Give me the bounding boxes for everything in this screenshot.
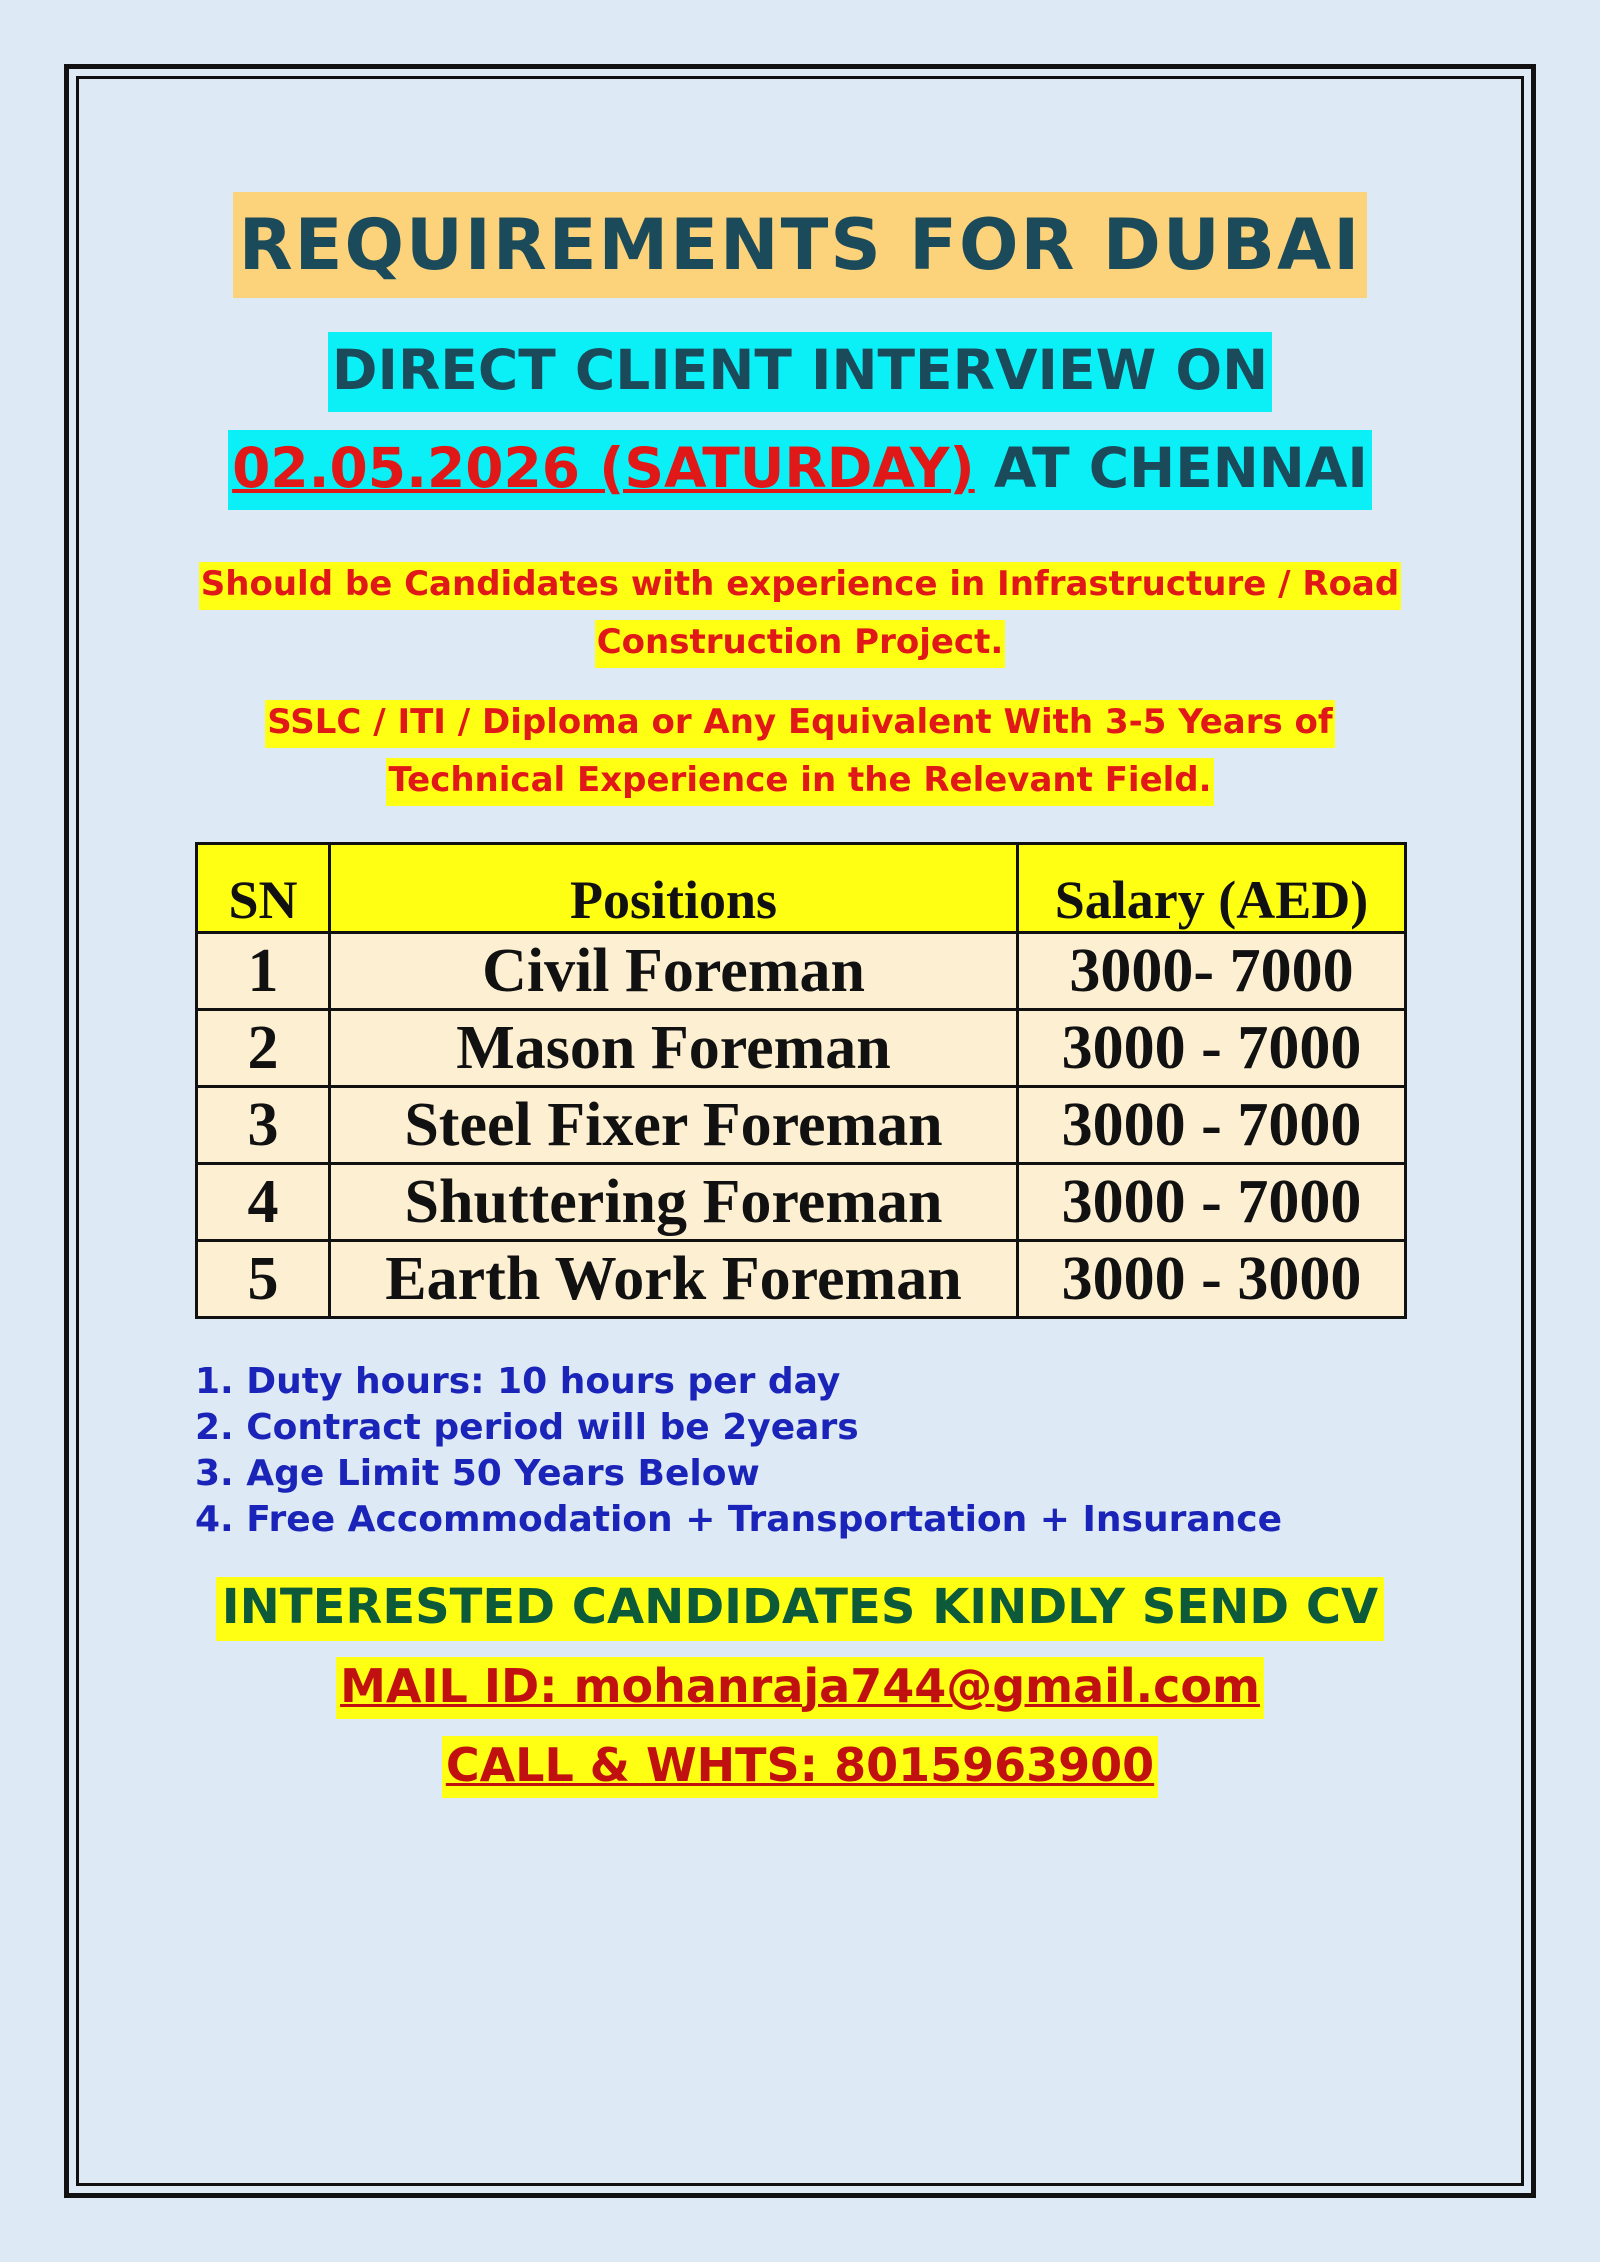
header-positions: Positions [330, 844, 1018, 933]
qualification-line1: SSLC / ITI / Diploma or Any Equivalent With 3-5 Years of [267, 702, 1333, 742]
send-cv-text: INTERESTED CANDIDATES KINDLY SEND CV [216, 1577, 1384, 1641]
list-item: 1. Duty hours: 10 hours per day [195, 1361, 841, 1402]
experience-line1: Should be Candidates with experience in Infrastructure / Road [200, 564, 1400, 604]
cell-sn: 4 [197, 1164, 330, 1241]
cell-position: Mason Foreman [330, 1010, 1018, 1087]
cell-sn: 5 [197, 1241, 330, 1318]
list-item: 4. Free Accommodation + Transportation + Insurance [195, 1499, 1283, 1540]
interview-section [80, 328, 1520, 524]
experience-line2: Construction Project. [596, 622, 1004, 662]
positions-table [195, 842, 1407, 1319]
mail-link[interactable]: MAIL ID: mohanraja744@gmail.com [336, 1657, 1264, 1719]
header-sn: SN [197, 844, 330, 933]
cell-position: Civil Foreman [330, 933, 1018, 1010]
cell-salary: 3000 - 7000 [1018, 1087, 1406, 1164]
page-title: REQUIREMENTS FOR DUBAI [233, 192, 1368, 298]
cell-salary: 3000 - 3000 [1018, 1241, 1406, 1318]
cell-sn: 3 [197, 1087, 330, 1164]
interview-announcement [228, 332, 1372, 510]
cell-salary: 3000- 7000 [1018, 933, 1406, 1010]
experience-text [199, 562, 1401, 668]
experience-requirement [80, 558, 1520, 674]
cell-position: Shuttering Foreman [330, 1164, 1018, 1241]
conditions-list [195, 1359, 1520, 1543]
phone-link[interactable]: CALL & WHTS: 8015963900 [442, 1736, 1158, 1798]
cell-position: Earth Work Foreman [330, 1241, 1018, 1318]
table-row [197, 1087, 1406, 1164]
interview-line1: DIRECT CLIENT INTERVIEW ON [331, 338, 1269, 402]
flyer-content [80, 80, 1520, 1810]
cell-salary: 3000 - 7000 [1018, 1010, 1406, 1087]
interview-date: 02.05.2026 (SATURDAY) [232, 436, 975, 500]
interview-location: AT CHENNAI [974, 436, 1368, 500]
cell-sn: 1 [197, 933, 330, 1010]
qualification-requirement [80, 696, 1520, 812]
qualification-text [265, 700, 1334, 806]
header-salary: Salary (AED) [1018, 844, 1406, 933]
qualification-line2: Technical Experience in the Relevant Field. [388, 760, 1212, 800]
cell-sn: 2 [197, 1010, 330, 1087]
table-header-row [197, 844, 1406, 933]
table-row [197, 933, 1406, 1010]
contact-section [80, 1573, 1520, 1810]
list-item: 2. Contract period will be 2years [195, 1407, 859, 1448]
table-row [197, 1010, 1406, 1087]
table-row [197, 1164, 1406, 1241]
cell-position: Steel Fixer Foreman [330, 1087, 1018, 1164]
cell-salary: 3000 - 7000 [1018, 1164, 1406, 1241]
table-row [197, 1241, 1406, 1318]
title-section [80, 192, 1520, 298]
list-item: 3. Age Limit 50 Years Below [195, 1453, 760, 1494]
